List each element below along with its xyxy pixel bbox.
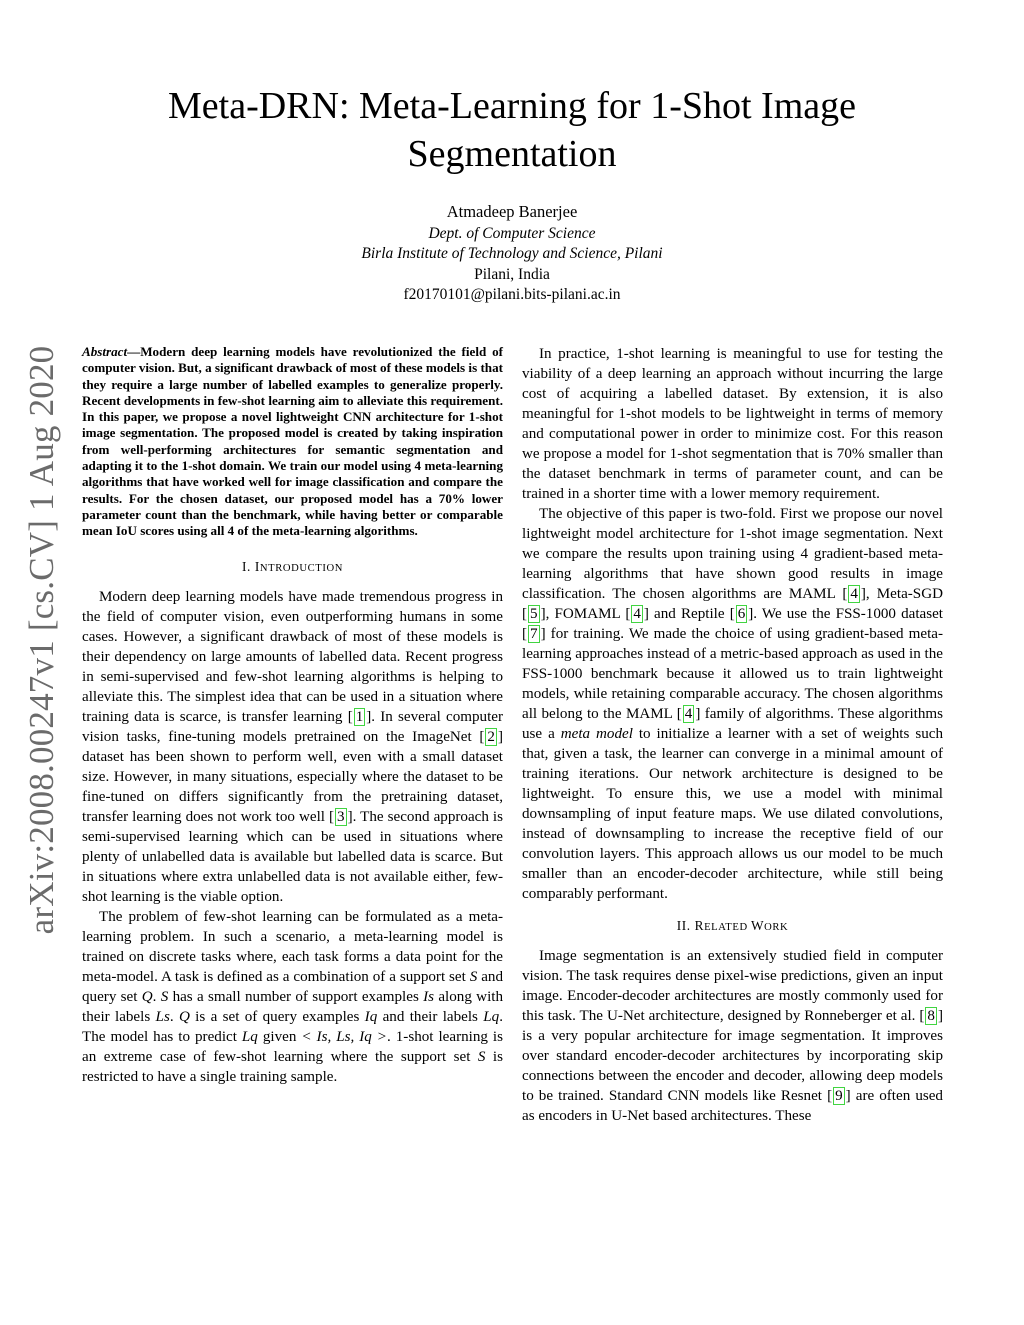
text-run: is restricted to have a single training sample.	[82, 1048, 503, 1085]
text-run: Image segmentation is an extensively studied field in computer vision. The task requires dense pixel-wise predictions, given an input image. Encoder-decoder architectures are mostly commonly used for this task. The U-Net architecture, designed by Ronneberger et al.	[522, 948, 943, 1024]
text-run: . 1-shot learning is an extreme case of few-shot learning where the support set	[82, 1028, 503, 1065]
citation-link[interactable]: 8	[927, 1008, 935, 1024]
text-run: .	[169, 1008, 179, 1025]
math-symbol: Lq	[241, 1028, 258, 1045]
text-run: has a small number of support examples	[168, 988, 424, 1005]
citation-link[interactable]: 3	[337, 808, 345, 825]
citation-link[interactable]: 7	[530, 626, 538, 642]
abstract	[82, 344, 503, 540]
section-number: II.	[676, 918, 695, 933]
text-run: .	[152, 988, 161, 1005]
title-line-1: Meta-DRN: Meta-Learning for 1-Shot Image	[167, 85, 856, 127]
text-run: . In several computer vision tasks, fine-tuning models pretrained on the ImageNet	[82, 708, 504, 745]
right-column	[522, 344, 943, 1126]
related-paragraph-1: Image segmentation is an extensively studied field in computer vision. The task requires dense pixel-wise predictions, given an input image. Encoder-decoder architectures are mostly commonly used for this task. The U-Net architecture, designed by Ronneberger et al. [ 8 ] is a very popular architecture for image segmentation. It improves over standard encoder-decoder architectures by incorporating skip connections between the encoder and decoder, allowing deep models to be trained. Standard CNN models like Resnet [ 9 ] are often used as encoders in U-Net based architectures. These	[522, 948, 943, 1124]
text-run: . The second approach is semi-supervised learning which can be used in situations where plenty of unlabelled data is available but labelled data is scarce. But in situations where extra unlabelled data is not available either, few-shot learning is the viable option.	[82, 808, 503, 905]
author-dept: Dept. of Computer Science	[428, 224, 596, 242]
section-smallcaps: ELATED	[704, 922, 751, 933]
citation-link[interactable]: 4	[633, 606, 641, 622]
arxiv-id: arXiv:2008.00247v1 [cs.CV] 1 Aug 2020	[22, 345, 61, 935]
section-heading-related-work	[522, 918, 943, 934]
abstract-label: Abstract	[82, 344, 128, 359]
text-run: , Meta-SGD	[865, 586, 943, 602]
emphasis: meta model	[560, 726, 633, 742]
text-run: family of algorithms. These algorithms use a	[522, 706, 943, 742]
text-run: Modern deep learning models have made tremendous progress in the field of computer vision, even outperforming humans in some cases. However, a significant drawback of most of these models is their dependency on large amounts of labelled data. Recent progress in semi-supervised and few-shot learning algorithms is helping to alleviate this. The simplest idea that can be used in a situation where training data is scarce, is transfer learning	[82, 588, 503, 725]
text-run: and their labels	[377, 1008, 484, 1025]
author-email: f20170101@pilani.bits-pilani.ac.in	[403, 286, 621, 304]
text-run: given	[257, 1028, 302, 1045]
citation-link[interactable]: 4	[684, 706, 693, 722]
text-run: along with their labels	[82, 988, 504, 1025]
citation-link[interactable]: 6	[737, 606, 746, 622]
author-location: Pilani, India	[474, 265, 550, 283]
math-tuple: < Is, Ls, Iq >	[301, 1028, 387, 1045]
section-initial: W	[750, 918, 765, 933]
citation-link[interactable]: 2	[487, 728, 495, 745]
author-institute: Birla Institute of Technology and Science, Pilani	[361, 245, 663, 263]
text-run: The objective of this paper is two-fold. First we propose our novel lightweight model architecture for 1-shot image segmentation. Next we compare the results upon training using 4 gradient-based meta-learning algorithms that have shown good results in image classification. The chosen algorithms are MAML	[522, 506, 943, 602]
text-run: , FOMAML	[545, 606, 626, 622]
section-number: I.	[241, 558, 255, 574]
citation-link[interactable]: 5	[530, 606, 538, 622]
author-name: Atmadeep Banerjee	[446, 202, 578, 221]
math-symbol: S	[469, 968, 478, 985]
text-run: is a set of query examples	[189, 1008, 365, 1025]
math-symbol: Ls	[155, 1008, 170, 1025]
section-initial: R	[694, 918, 705, 933]
title-line-2: Segmentation	[407, 133, 617, 175]
text-run: are often used as encoders in U-Net based architectures. These	[522, 1088, 943, 1124]
citation-link[interactable]: 9	[835, 1088, 843, 1104]
text-run: to initialize a learner with a set of weights such that, given a task, the learner can converge in a minimal amount of training iterations. Our network architecture is designed to be lightweight. To ensure this, we use a model with minimal downsampling of input feature maps. We use dilated convolutions, instead of downsampling to increase the receptive field of our convolution layers. This approach allows us our model to be much smaller than an encoder-decoder architecture, while still being comparably performant.	[522, 726, 943, 902]
math-symbol: Q	[178, 1008, 190, 1025]
text-run: is a very popular architecture for image segmentation. It improves over standard encoder-decoder architectures by incorporating skip connections between the encoder and decoder, allowing deep models to be trained. Standard CNN models like Resnet	[522, 1028, 943, 1104]
citation-link[interactable]: 1	[355, 708, 364, 725]
text-run: and query set	[82, 968, 504, 1005]
section-smallcaps: NTRODUCTION	[259, 562, 344, 574]
text-run: dataset has been shown to perform well, even with a small dataset size. However, in many situations, especially where the dataset to be fine-tuned on differs significantly from the pretraining dataset, transfer learning does not work too well	[82, 748, 503, 825]
text-run: and Reptile	[648, 606, 730, 622]
math-symbol: Is	[423, 988, 435, 1005]
section-heading-introduction	[82, 559, 503, 575]
text-run: . We use the FSS-1000 dataset	[753, 606, 943, 622]
math-symbol: S	[477, 1048, 486, 1065]
intro-paragraph-1: Modern deep learning models have made tremendous progress in the field of computer vision, even outperforming humans in some cases. However, a significant drawback of most of these models is their dependency on large amounts of labelled data. Recent progress in semi-supervised and few-shot learning algorithms is helping to alleviate this. The simplest idea that can be used in a situation where training data is scarce, is transfer learning [ 1 ]. In several computer vision tasks, fine-tuning models pretrained on the ImageNet [ 2 ] dataset has been shown to perform well, even with a small dataset size. However, in many situations, especially where the dataset to be fine-tuned on differs significantly from the pretraining dataset, transfer learning does not work too well [ 3 ]. The second approach is semi-supervised learning which can be used in situations where plenty of unlabelled data is available but labelled data is scarce. But in situations where extra unlabelled data is not available either, few-shot learning is the viable option.	[82, 588, 504, 905]
text-run: for training. We made the choice of using gradient-based meta-learning approaches instead of a metric-based approach as used in the FSS-1000 benchmark because it allowed us to train lightweight models, while retaining comparable accuracy. The chosen algorithms all belong to the MAML	[522, 626, 943, 722]
intro-paragraph-2	[82, 907, 503, 1087]
intro-paragraph-3: In practice, 1-shot learning is meaningful to use for testing the viability of a deep learning an approach without incurring the large cost of acquiring a labelled dataset. By extension, it is also meaningful for 1-shot models to be lightweight in terms of memory and computational power in order to minimize cost. For this reason we propose a model for 1-shot segmentation that is 70% smaller than the dataset benchmark in terms of parameter count, and can be trained in a shorter time with a lower memory requirement.	[522, 346, 943, 502]
section-initial: I	[254, 558, 260, 574]
math-symbol: Lq	[483, 1008, 500, 1025]
section-smallcaps: ORK	[764, 922, 789, 933]
intro-paragraph-4: The objective of this paper is two-fold. First we propose our novel lightweight model architecture for 1-shot image segmentation. Next we compare the results upon training using 4 gradient-based meta-learning algorithms that have shown good results in image classification. The chosen algorithms are MAML [ 4 ], Meta-SGD [ 5 ], FOMAML [ 4 ] and Reptile [ 6 ]. We use the FSS-1000 dataset [ 7 ] for training. We made the choice of using gradient-based meta-learning approaches instead of a metric-based approach as used in the FSS-1000 benchmark because it allowed us to train lightweight models, while retaining comparable accuracy. The chosen algorithms all belong to the MAML [ 4 ] family of algorithms. These algorithms use a meta model to initialize a learner with a set of weights such that, given a task, the learner can converge in a minimal amount of training iterations. Our network architecture is designed to be lightweight. To ensure this, we use a model with minimal downsampling of input feature maps. We use dilated convolutions, instead of downsampling to increase the receptive field of our convolution layers. This approach allows us our model to be much smaller than an encoder-decoder architecture, while still being comparably performant.	[522, 506, 943, 902]
math-symbol: Iq	[364, 1008, 378, 1025]
math-symbol: Q	[141, 988, 153, 1005]
text-run: . The model has to predict	[82, 1008, 503, 1045]
paper-title	[100, 82, 924, 178]
left-column	[82, 344, 503, 1087]
math-symbol: S	[160, 988, 169, 1005]
citation-link[interactable]: 4	[850, 586, 858, 602]
text-run: The problem of few-shot learning can be formulated as a meta-learning problem. In such a scenario, a meta-learning model is trained on discrete tasks where, each task forms a data point for the meta-model. A task is defined as a combination of a support set	[82, 908, 503, 985]
author-block	[200, 202, 824, 306]
abstract-text: —Modern deep learning models have revolutionized the field of computer vision. But, a significant drawback of most of these models is that they require a large number of labelled examples to generalize properly. Recent developments in few-shot learning aim to alleviate this requirement. In this paper, we propose a novel lightweight CNN architecture for 1-shot image segmentation. The proposed model is created by taking inspiration from well-performing architectures for semantic segmentation and adapting it to the 1-shot domain. We train our model using 4 meta-learning algorithms that have worked well for image classification and compare the results. For the chosen dataset, our proposed model has a 70% lower parameter count than the benchmark, while having better or comparable mean IoU scores using all 4 of the meta-learning algorithms.	[82, 344, 503, 539]
